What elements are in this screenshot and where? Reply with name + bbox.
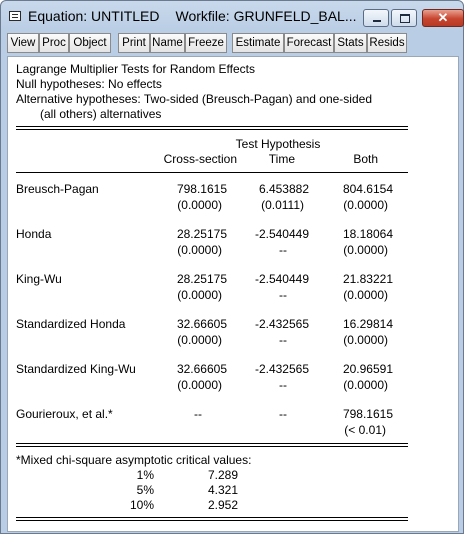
output-area[interactable]	[7, 56, 459, 532]
row-label: Standardized King-Wu	[16, 362, 136, 376]
alt-hypothesis: Alternative hypotheses: Two-sided (Breusch-Pagan) and one-sided	[16, 92, 372, 106]
row-label: Standardized Honda	[16, 317, 126, 331]
cell-pvalue: (0.0000)	[177, 198, 222, 212]
col-header-cross-section: Cross-section	[163, 152, 237, 166]
resids-button[interactable]: Resids	[367, 33, 407, 53]
table-bottom-rule	[16, 443, 408, 447]
cell-pvalue: (< 0.01)	[344, 423, 386, 437]
cell-pvalue: (0.0000)	[177, 288, 222, 302]
print-button[interactable]: Print	[118, 33, 150, 53]
cell-value: -2.540449	[254, 272, 309, 286]
estimate-button[interactable]: Estimate	[232, 33, 284, 53]
window-title	[28, 8, 357, 24]
cell-value: 804.6154	[342, 182, 393, 196]
minimize-button[interactable]	[363, 9, 389, 27]
workfile-title: Workfile: GRUNFELD_BAL...	[175, 8, 357, 24]
row-label: Breusch-Pagan	[16, 182, 99, 196]
cell-value: -2.540449	[254, 227, 309, 241]
maximize-button[interactable]	[391, 9, 417, 27]
name-button[interactable]: Name	[150, 33, 185, 53]
cell-pvalue: --	[279, 243, 287, 257]
forecast-button[interactable]: Forecast	[284, 33, 334, 53]
cell-value: 16.29814	[342, 317, 393, 331]
col-header-time: Time	[268, 152, 295, 166]
critical-value: 2.952	[207, 498, 238, 512]
window-menu-icon[interactable]	[9, 11, 21, 21]
title-bar[interactable]	[1, 1, 463, 31]
row-label: Honda	[16, 227, 52, 241]
group-header: Test Hypothesis	[235, 137, 321, 151]
equation-title: Equation: UNTITLED	[28, 8, 160, 24]
cell-value: 798.1615	[342, 407, 393, 421]
cell-value: 32.66605	[176, 317, 227, 331]
cell-value: 28.25175	[176, 272, 227, 286]
row-label: Gourieroux, et al.*	[16, 407, 113, 421]
object-button[interactable]: Object	[69, 33, 111, 53]
cell-pvalue: (0.0000)	[177, 378, 222, 392]
test-title: Lagrange Multiplier Tests for Random Effects	[16, 62, 256, 76]
critical-level: 5%	[136, 483, 154, 497]
cell-pvalue: (0.0000)	[177, 333, 222, 347]
cell-pvalue: (0.0000)	[343, 378, 388, 392]
critical-level: 1%	[136, 468, 154, 482]
row-label: King-Wu	[16, 272, 62, 286]
cell-pvalue: --	[279, 333, 287, 347]
alt-hypothesis-cont: (all others) alternatives	[40, 107, 162, 121]
critical-level: 10%	[129, 498, 154, 512]
close-button[interactable]	[422, 9, 464, 27]
table-top-rule	[16, 126, 408, 130]
cell-pvalue: (0.0111)	[261, 198, 304, 212]
cell-pvalue: (0.0000)	[177, 243, 222, 257]
cell-value: -2.432565	[254, 362, 309, 376]
cell-pvalue: (0.0000)	[343, 288, 388, 302]
cell-value: 32.66605	[176, 362, 227, 376]
cell-pvalue: (0.0000)	[343, 243, 388, 257]
cell-value: 20.96591	[342, 362, 393, 376]
critical-value: 4.321	[207, 483, 238, 497]
cell-value: --	[279, 407, 287, 421]
critical-value: 7.289	[207, 468, 238, 482]
col-header-both: Both	[353, 152, 378, 166]
close-icon: ✕	[437, 10, 449, 25]
null-hypothesis: Null hypotheses: No effects	[16, 77, 162, 91]
cell-value: 21.83221	[342, 272, 393, 286]
cell-pvalue: (0.0000)	[343, 333, 388, 347]
cell-pvalue: (0.0000)	[343, 198, 388, 212]
header-rule	[16, 172, 408, 173]
view-button[interactable]: View	[7, 33, 39, 53]
stats-button[interactable]: Stats	[334, 33, 367, 53]
freeze-button[interactable]: Freeze	[185, 33, 227, 53]
cell-value: 6.453882	[258, 182, 309, 196]
cell-value: 18.18064	[342, 227, 393, 241]
toolbar	[7, 33, 459, 53]
cell-value: -2.432565	[254, 317, 309, 331]
cell-pvalue: --	[279, 288, 287, 302]
cell-pvalue: --	[279, 378, 287, 392]
cell-value: 798.1615	[176, 182, 227, 196]
proc-button[interactable]: Proc	[39, 33, 69, 53]
footnote-bottom-rule	[16, 517, 408, 521]
cell-value: 28.25175	[176, 227, 227, 241]
cell-value: --	[194, 407, 202, 421]
footnote-title: *Mixed chi-square asymptotic critical values:	[16, 453, 252, 467]
